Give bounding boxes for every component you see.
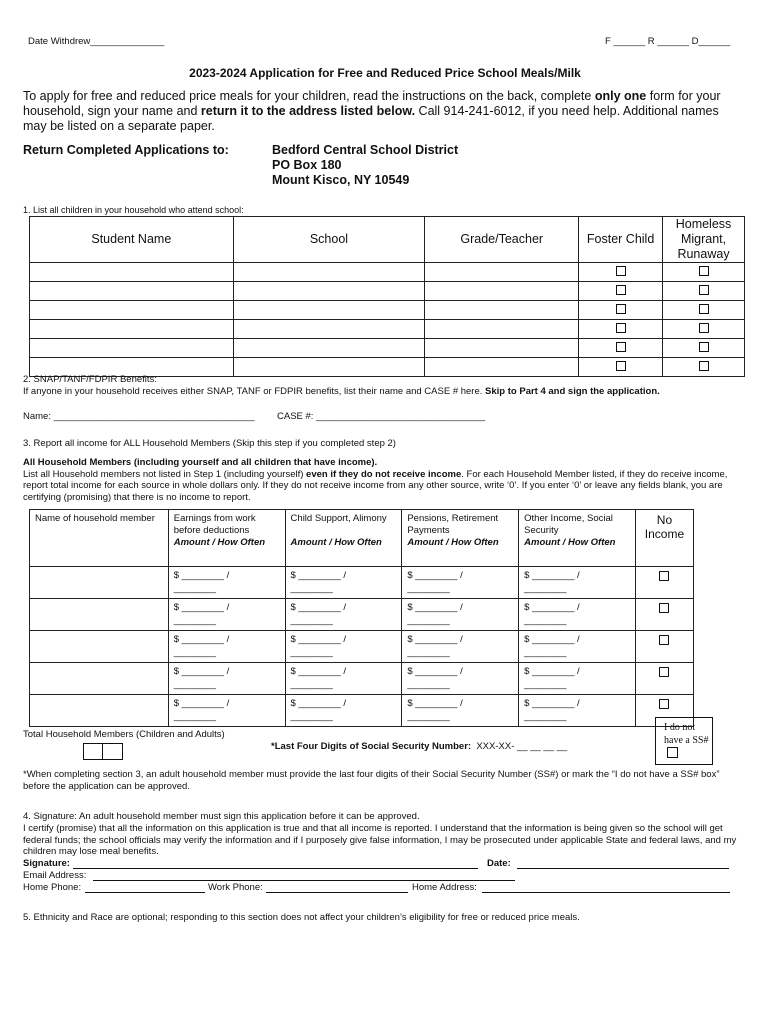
how-often-blank: ________ (407, 711, 450, 722)
home-address-field[interactable] (482, 882, 730, 893)
table-row (30, 320, 745, 339)
child-support-amount-cell[interactable] (285, 599, 402, 631)
intro-paragraph: To apply for free and reduced price meals for your children, read the instructions on the back, complete only one form for your household, sign your name and return it to the address listed below. Call 914-241-6012, if you need help. Additional names may be listed on a separate paper. (23, 89, 721, 133)
no-ssn-checkbox[interactable] (667, 747, 678, 758)
table-row (30, 301, 745, 320)
child-support-amount-cell[interactable] (285, 663, 402, 695)
no-income-cell (635, 663, 693, 695)
no-income-cell (635, 567, 693, 599)
col-other-income: Other Income, Social Security Amount / How Often (519, 510, 636, 567)
step2-text: If anyone in your household receives either SNAP, TANF or FDPIR benefits, list their name and CASE # here. Skip to Part 4 and sign the application. (23, 386, 660, 397)
homeless-checkbox[interactable] (699, 361, 709, 371)
step1-heading: 1. List all children in your household who attend school: (23, 205, 244, 215)
amount-blank: $ ________ / (173, 698, 230, 709)
household-member-name-cell[interactable] (30, 663, 169, 695)
pensions-amount-cell[interactable] (402, 567, 519, 599)
household-member-name-cell[interactable] (30, 599, 169, 631)
school-cell[interactable] (233, 358, 425, 377)
amount-blank: $ ________ / (290, 602, 347, 613)
col-no-income: No Income (635, 510, 693, 567)
foster-checkbox[interactable] (616, 304, 626, 314)
how-often-blank: ________ (407, 615, 450, 626)
how-often-blank: ________ (173, 583, 217, 594)
child-support-amount-cell[interactable] (285, 695, 402, 727)
col-earnings: Earnings from work before deductions Amount / How Often (168, 510, 285, 567)
foster-checkbox[interactable] (616, 266, 626, 276)
how-often-blank: ________ (173, 711, 217, 722)
col-child-support: Child Support, Alimony Amount / How Often (285, 510, 402, 567)
table-row (30, 339, 745, 358)
homeless-checkbox[interactable] (699, 304, 709, 314)
earnings-amount-cell[interactable] (168, 631, 285, 663)
no-income-checkbox[interactable] (659, 603, 669, 613)
other-income-amount-cell[interactable] (519, 599, 636, 631)
homeless-checkbox[interactable] (699, 342, 709, 352)
table-row (30, 263, 745, 282)
table-row (30, 631, 694, 663)
how-often-blank: ________ (173, 615, 217, 626)
grade-cell[interactable] (425, 263, 579, 282)
student-name-cell[interactable] (30, 263, 234, 282)
col-school: School (233, 217, 425, 263)
col-household-member: Name of household member (30, 510, 169, 567)
how-often-blank: ________ (524, 615, 567, 626)
earnings-amount-cell[interactable] (168, 695, 285, 727)
child-support-amount-cell[interactable] (285, 631, 402, 663)
school-cell[interactable] (233, 320, 425, 339)
return-to-label: Return Completed Applications to: (23, 143, 229, 157)
how-often-blank: ________ (524, 711, 567, 722)
how-often-blank: ________ (290, 647, 333, 658)
how-often-blank: ________ (524, 647, 567, 658)
table-row (30, 282, 745, 301)
school-cell[interactable] (233, 339, 425, 358)
household-member-name-cell[interactable] (30, 631, 169, 663)
frd-field[interactable]: F ______ R ______ D______ (605, 36, 731, 47)
homeless-checkbox[interactable] (699, 266, 709, 276)
earnings-amount-cell[interactable] (168, 599, 285, 631)
household-member-name-cell[interactable] (30, 567, 169, 599)
foster-checkbox[interactable] (616, 323, 626, 333)
how-often-blank: ________ (290, 679, 333, 690)
amount-blank: $ ________ / (407, 634, 463, 645)
pensions-amount-cell[interactable] (402, 599, 519, 631)
pensions-amount-cell[interactable] (402, 695, 519, 727)
email-row: Email Address: (23, 870, 743, 882)
table-row (30, 663, 694, 695)
date-field[interactable] (517, 858, 729, 869)
amount-blank: $ ________ / (173, 570, 230, 581)
total-members-label: Total Household Members (Children and Adults) (23, 729, 225, 740)
case-number-field[interactable]: CASE #: ________________________________ (277, 411, 486, 422)
how-often-blank: ________ (407, 583, 450, 594)
no-income-checkbox[interactable] (659, 699, 669, 709)
amount-blank: $ ________ / (173, 666, 230, 677)
date-withdrew-field[interactable]: Date Withdrew______________ (28, 36, 165, 47)
amount-blank: $ ________ / (524, 698, 580, 709)
table-row (30, 599, 694, 631)
amount-blank: $ ________ / (290, 698, 347, 709)
other-income-amount-cell[interactable] (519, 663, 636, 695)
school-cell[interactable] (233, 263, 425, 282)
foster-checkbox[interactable] (616, 361, 626, 371)
how-often-blank: ________ (524, 583, 567, 594)
signature-field[interactable] (73, 858, 478, 869)
step3-instructions: All Household Members (including yourself and all children that have income). List all Household members not listed in Step 1 (including yourself) even if they do not receive income. For each Household Member listed, if they do receive income, report total income for each source in whole dollars only. If they do not receive income from any other source, write ‘0’. If you enter ‘0’ or leave any fields blank, you are certifying (promising) that there is no income to report. (23, 457, 728, 503)
grade-cell[interactable] (425, 339, 579, 358)
step4-heading: 4. Signature: An adult household member must sign this application before it can be approved. (23, 811, 420, 822)
other-income-amount-cell[interactable] (519, 695, 636, 727)
child-support-amount-cell[interactable] (285, 567, 402, 599)
col-foster-child: Foster Child (579, 217, 663, 263)
amount-blank: $ ________ / (290, 570, 347, 581)
amount-blank: $ ________ / (290, 666, 347, 677)
how-often-blank: ________ (173, 679, 217, 690)
step4-certification: I certify (promise) that all the information on this application is true and that all income is reported. I understand that the information is being given so the school will get federal funds; the school officials may verify the information and if I purposely give false information, I may be prosecuted under applicable State and federal laws, and my children may lose meal benefits. (23, 823, 737, 857)
no-income-checkbox[interactable] (659, 571, 669, 581)
col-pensions: Pensions, Retirement Payments Amount / How Often (402, 510, 519, 567)
income-table (29, 509, 694, 727)
return-address: Bedford Central School District PO Box 180 Mount Kisco, NY 10549 (272, 143, 459, 187)
foster-checkbox[interactable] (616, 342, 626, 352)
amount-blank: $ ________ / (407, 602, 463, 613)
amount-blank: $ ________ / (524, 634, 580, 645)
how-often-blank: ________ (290, 711, 333, 722)
step5-text: 5. Ethnicity and Race are optional; responding to this section does not affect your children’s eligibility for free or reduced price meals. (23, 912, 580, 923)
children-table (29, 216, 745, 377)
snap-name-field[interactable]: Name: ______________________________________ (23, 411, 255, 422)
amount-blank: $ ________ / (173, 602, 230, 613)
no-income-cell (635, 599, 693, 631)
student-name-cell[interactable] (30, 282, 234, 301)
student-name-cell[interactable] (30, 320, 234, 339)
household-member-name-cell[interactable] (30, 695, 169, 727)
col-student-name: Student Name (30, 217, 234, 263)
grade-cell[interactable] (425, 358, 579, 377)
amount-blank: $ ________ / (524, 602, 580, 613)
step2-heading: 2. SNAP/TANF/FDPIR Benefits: (23, 374, 157, 385)
how-often-blank: ________ (524, 679, 567, 690)
phone-row: Home Phone: Work Phone: Home Address: (23, 882, 743, 894)
earnings-amount-cell[interactable] (168, 567, 285, 599)
home-phone-field[interactable] (85, 882, 205, 893)
step3-heading: 3. Report all income for ALL Household Members (Skip this step if you completed step 2) (23, 438, 396, 449)
no-income-checkbox[interactable] (659, 667, 669, 677)
no-income-checkbox[interactable] (659, 635, 669, 645)
how-often-blank: ________ (290, 615, 333, 626)
grade-cell[interactable] (425, 282, 579, 301)
total-members-box[interactable] (83, 743, 123, 760)
how-often-blank: ________ (407, 679, 450, 690)
how-often-blank: ________ (290, 583, 333, 594)
amount-blank: $ ________ / (173, 634, 230, 645)
grade-cell[interactable] (425, 320, 579, 339)
amount-blank: $ ________ / (407, 570, 463, 581)
no-ssn-box: I do not have a SS# (655, 717, 713, 765)
grade-cell[interactable] (425, 301, 579, 320)
ssn-field[interactable]: *Last Four Digits of Social Security Number: XXX-XX- __ __ __ __ (271, 741, 568, 752)
pensions-amount-cell[interactable] (402, 663, 519, 695)
signature-row: Signature: Date: (23, 858, 743, 870)
work-phone-field[interactable] (266, 882, 408, 893)
homeless-checkbox[interactable] (699, 323, 709, 333)
amount-blank: $ ________ / (290, 634, 347, 645)
how-often-blank: ________ (407, 647, 450, 658)
pensions-amount-cell[interactable] (402, 631, 519, 663)
ssn-footnote: *When completing section 3, an adult household member must provide the last four digits of their Social Security Number (SS#) or mark the “I do not have a SS# box” before the application can be approved. (23, 769, 720, 792)
school-cell[interactable] (233, 301, 425, 320)
amount-blank: $ ________ / (524, 570, 580, 581)
amount-blank: $ ________ / (524, 666, 580, 677)
email-field[interactable] (93, 870, 515, 881)
col-homeless: Homeless Migrant, Runaway (663, 217, 745, 263)
other-income-amount-cell[interactable] (519, 567, 636, 599)
other-income-amount-cell[interactable] (519, 631, 636, 663)
table-row (30, 695, 694, 727)
amount-blank: $ ________ / (407, 666, 463, 677)
earnings-amount-cell[interactable] (168, 663, 285, 695)
student-name-cell[interactable] (30, 301, 234, 320)
page-title: 2023-2024 Application for Free and Reduced Price School Meals/Milk (189, 66, 581, 80)
homeless-checkbox[interactable] (699, 285, 709, 295)
student-name-cell[interactable] (30, 339, 234, 358)
amount-blank: $ ________ / (407, 698, 463, 709)
foster-checkbox[interactable] (616, 285, 626, 295)
school-cell[interactable] (233, 282, 425, 301)
col-grade-teacher: Grade/Teacher (425, 217, 579, 263)
how-often-blank: ________ (173, 647, 217, 658)
no-income-cell (635, 631, 693, 663)
table-row (30, 567, 694, 599)
